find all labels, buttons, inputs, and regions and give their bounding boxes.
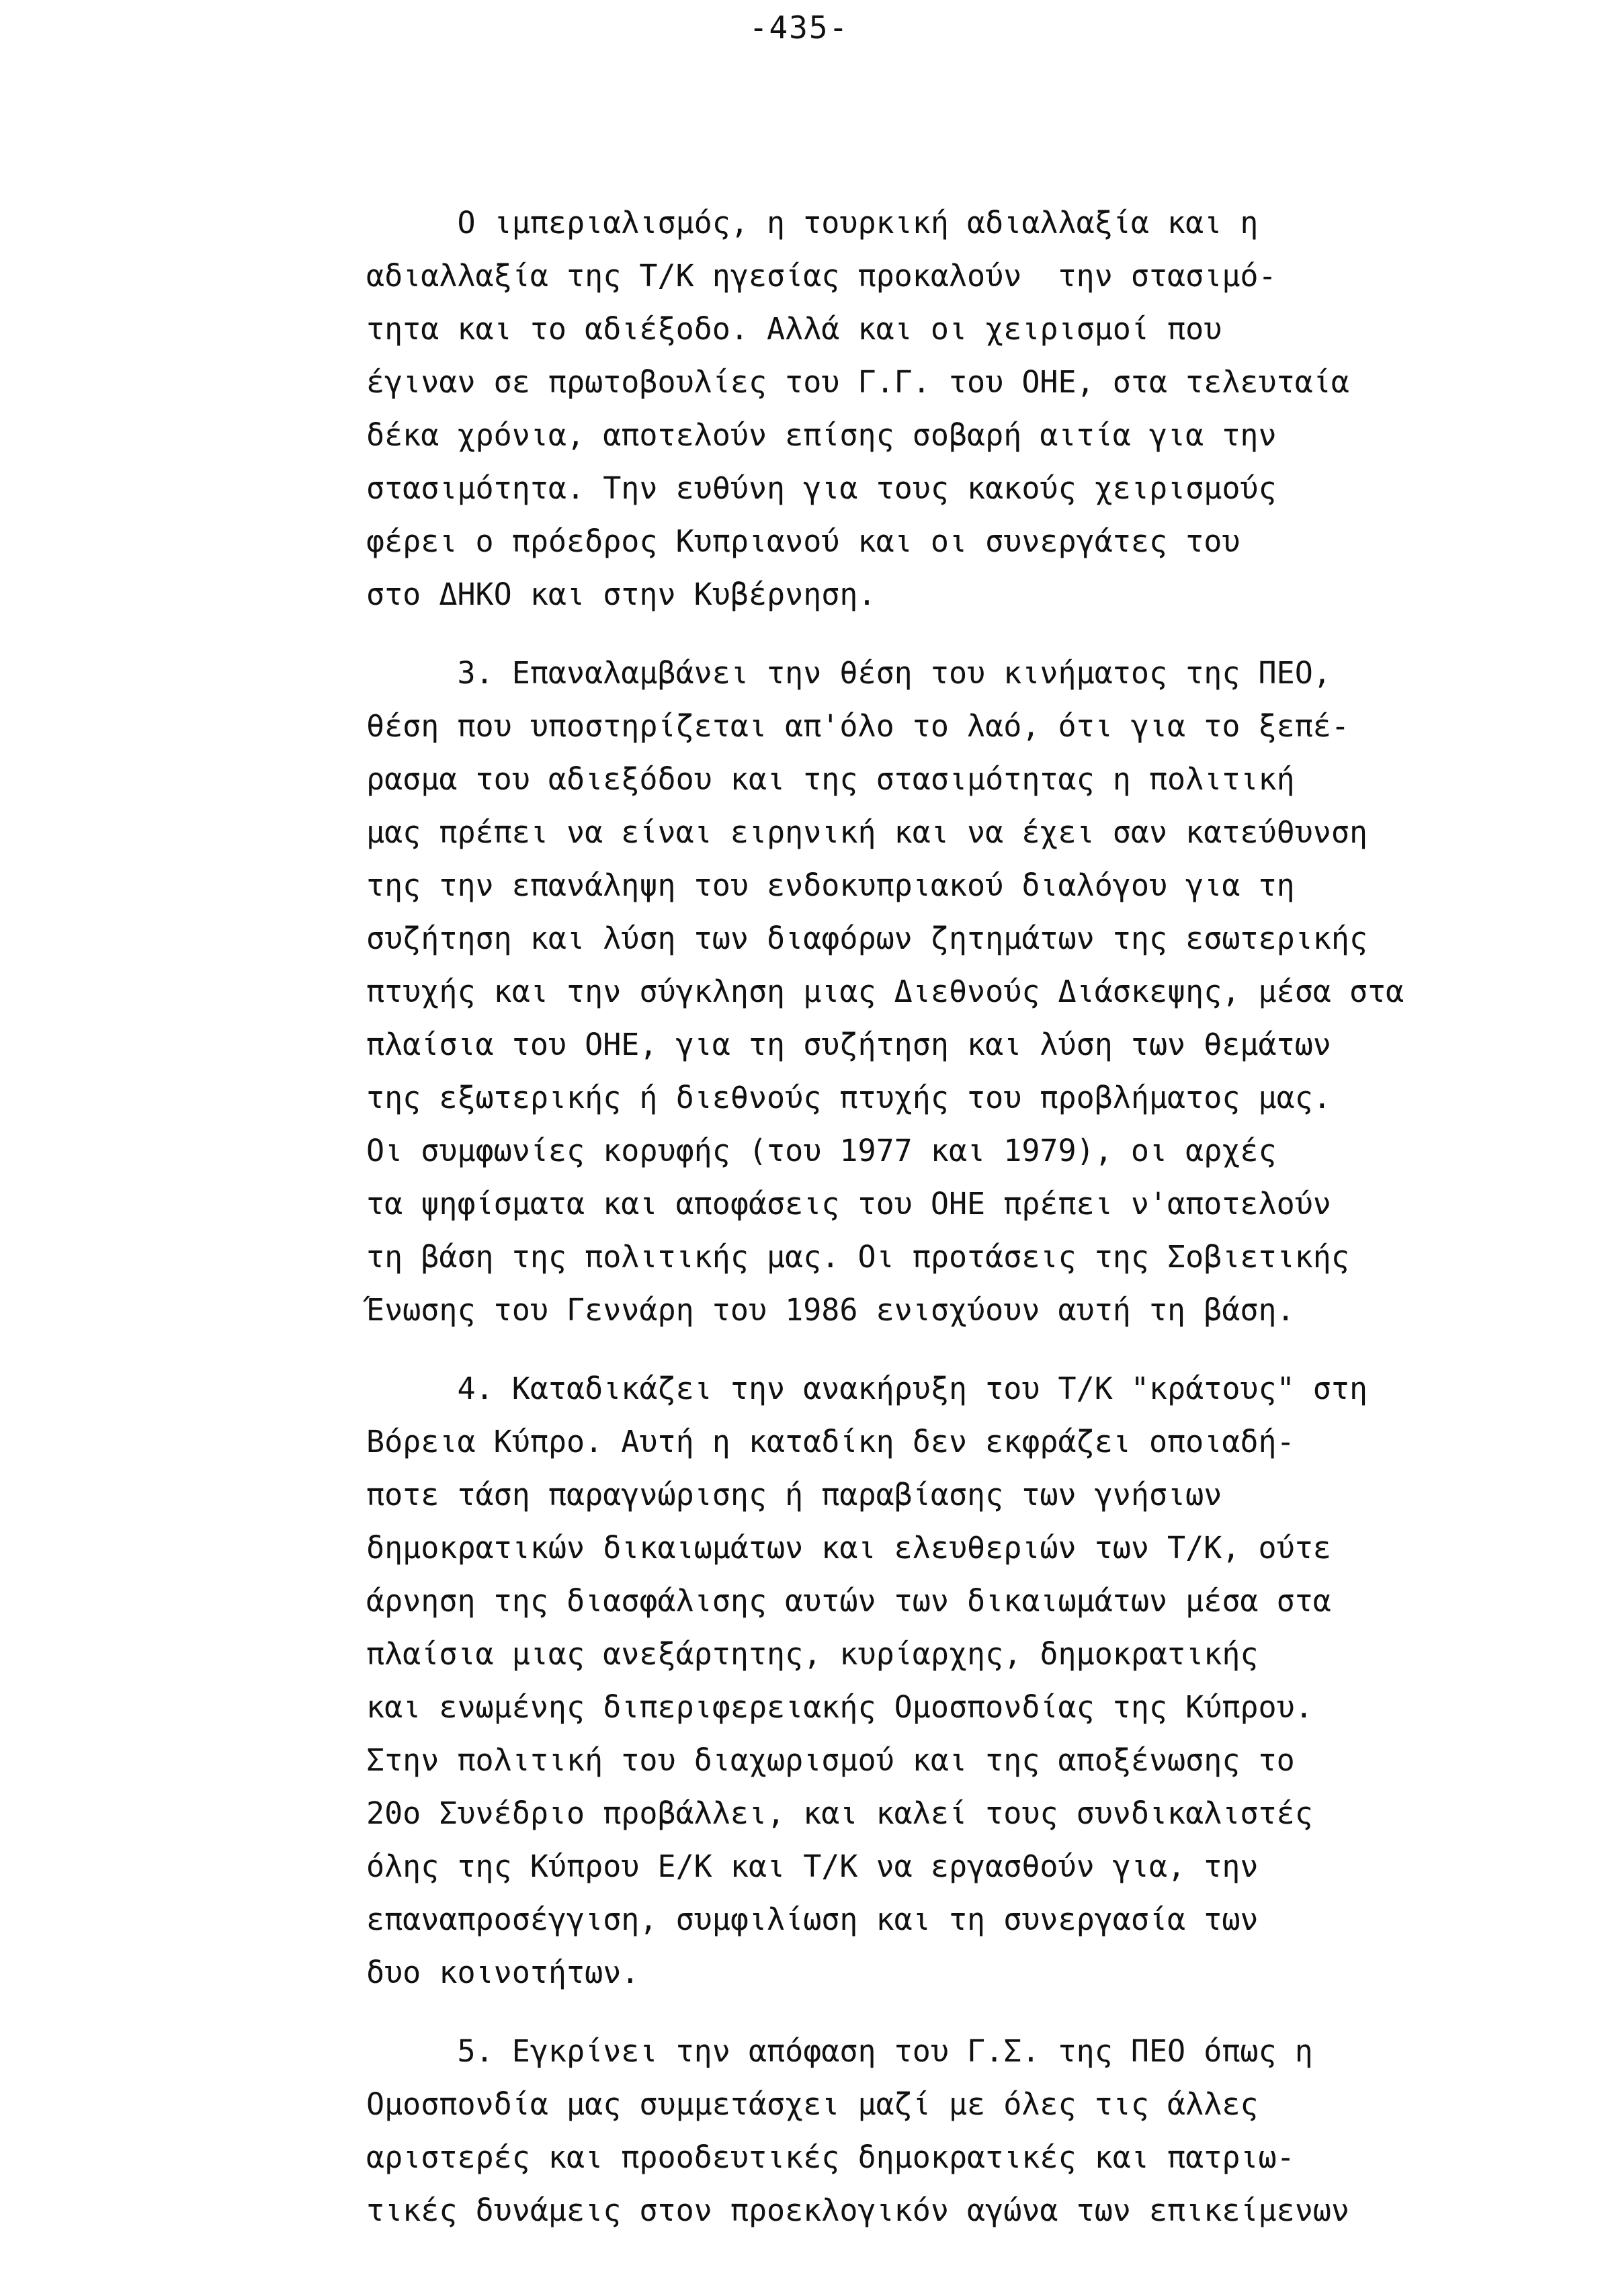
text-line: δημοκρατικών δικαιωμάτων και ελευθεριών των Τ/Κ, ούτε [366,1530,1331,1566]
text-line: δυο κοινοτήτων. [366,1955,640,1990]
text-line: Ένωσης του Γεννάρη του 1986 ενισχύουν αυτή τη βάση. [366,1292,1295,1328]
text-line: Στην πολιτική του διαχωρισμού και της αποξένωσης το [366,1742,1295,1778]
document-body [366,196,1495,2237]
paragraph-gap [366,1336,1495,1362]
text-line: ποτε τάση παραγνώρισης ή παραβίασης των γνήσιων [366,1477,1222,1513]
text-line: και ενωμένης διπεριφερειακής Ομοσπονδίας της Κύπρου. [366,1689,1313,1725]
text-line: πτυχής και την σύγκληση μιας Διεθνούς Διάσκεψης, μέσα στα [366,974,1404,1009]
text-line: πλαίσια μιας ανεξάρτητης, κυρίαρχης, δημοκρατικής [366,1636,1259,1672]
text-line: τικές δυνάμεις στον προεκλογικόν αγώνα των επικείμενων [366,2193,1349,2228]
text-line: 5. Εγκρίνει την απόφαση του Γ.Σ. της ΠΕΟ όπως η [366,2033,1313,2069]
text-line: δέκα χρόνια, αποτελούν επίσης σοβαρή αιτία για την [366,417,1277,453]
text-line: στασιμότητα. Την ευθύνη για τους κακούς χειρισμούς [366,470,1277,506]
text-line: πλαίσια του ΟΗΕ, για τη συζήτηση και λύση των θεμάτων [366,1027,1331,1062]
text-line: όλης της Κύπρου Ε/Κ και Τ/Κ να εργασθούν για, την [366,1848,1259,1884]
paragraph-gap [366,1999,1495,2025]
text-line: αριστερές και προοδευτικές δημοκρατικές και πατριω- [366,2139,1295,2175]
text-line: 3. Επαναλαμβάνει την θέση του κινήματος της ΠΕΟ, [366,655,1331,691]
text-line: ρασμα του αδιεξόδου και της στασιμότητας η πολιτική [366,761,1295,797]
text-line: αδιαλλαξία της Τ/Κ ηγεσίας προκαλούν την στασιμό- [366,258,1277,294]
text-line: Οι συμφωνίες κορυφής (του 1977 και 1979), οι αρχές [366,1133,1277,1168]
text-line: τα ψηφίσματα και αποφάσεις του ΟΗΕ πρέπει ν'αποτελούν [366,1186,1331,1222]
text-line: τη βάση της πολιτικής μας. Οι προτάσεις της Σοβιετικής [366,1239,1349,1275]
paragraph-4 [366,2025,1495,2237]
text-line: Ομοσπονδία μας συμμετάσχει μαζί με όλες τις άλλες [366,2086,1259,2122]
text-line: 4. Καταδικάζει την ανακήρυξη του Τ/Κ "κράτους" στη [366,1371,1368,1406]
text-line: Ο ιμπεριαλισμός, η τουρκική αδιαλλαξία και η [366,205,1259,241]
text-line: επαναπροσέγγιση, συμφιλίωση και τη συνεργασία των [366,1902,1259,1937]
text-line: έγιναν σε πρωτοβουλίες του Γ.Γ. του ΟΗΕ, στα τελευταία [366,364,1349,400]
text-line: 20ο Συνέδριο προβάλλει, και καλεί τους συνδικαλιστές [366,1795,1313,1831]
text-line: Βόρεια Κύπρο. Αυτή η καταδίκη δεν εκφράζει οποιαδή- [366,1424,1295,1459]
text-line: της εξωτερικής ή διεθνούς πτυχής του προβλήματος μας. [366,1080,1331,1115]
paragraph-2 [366,646,1495,1336]
paragraph-gap [366,621,1495,646]
text-line: φέρει ο πρόεδρος Κυπριανού και οι συνεργάτες του [366,523,1240,559]
text-line: άρνηση της διασφάλισης αυτών των δικαιωμάτων μέσα στα [366,1583,1331,1619]
text-line: μας πρέπει να είναι ειρηνική και να έχει σαν κατεύθυνση [366,814,1368,850]
text-line: τητα και το αδιέξοδο. Αλλά και οι χειρισμοί που [366,311,1222,347]
text-line: συζήτηση και λύση των διαφόρων ζητημάτων της εσωτερικής [366,921,1368,956]
paragraph-3 [366,1362,1495,1999]
text-line: θέση που υποστηρίζεται απ'όλο το λαό, ότι για το ξεπέ- [366,708,1349,744]
page-number: -435- [749,9,849,46]
text-line: της την επανάληψη του ενδοκυπριακού διαλόγου για τη [366,867,1295,903]
text-line: στο ΔΗΚΟ και στην Κυβέρνηση. [366,577,876,612]
paragraph-1 [366,196,1495,621]
